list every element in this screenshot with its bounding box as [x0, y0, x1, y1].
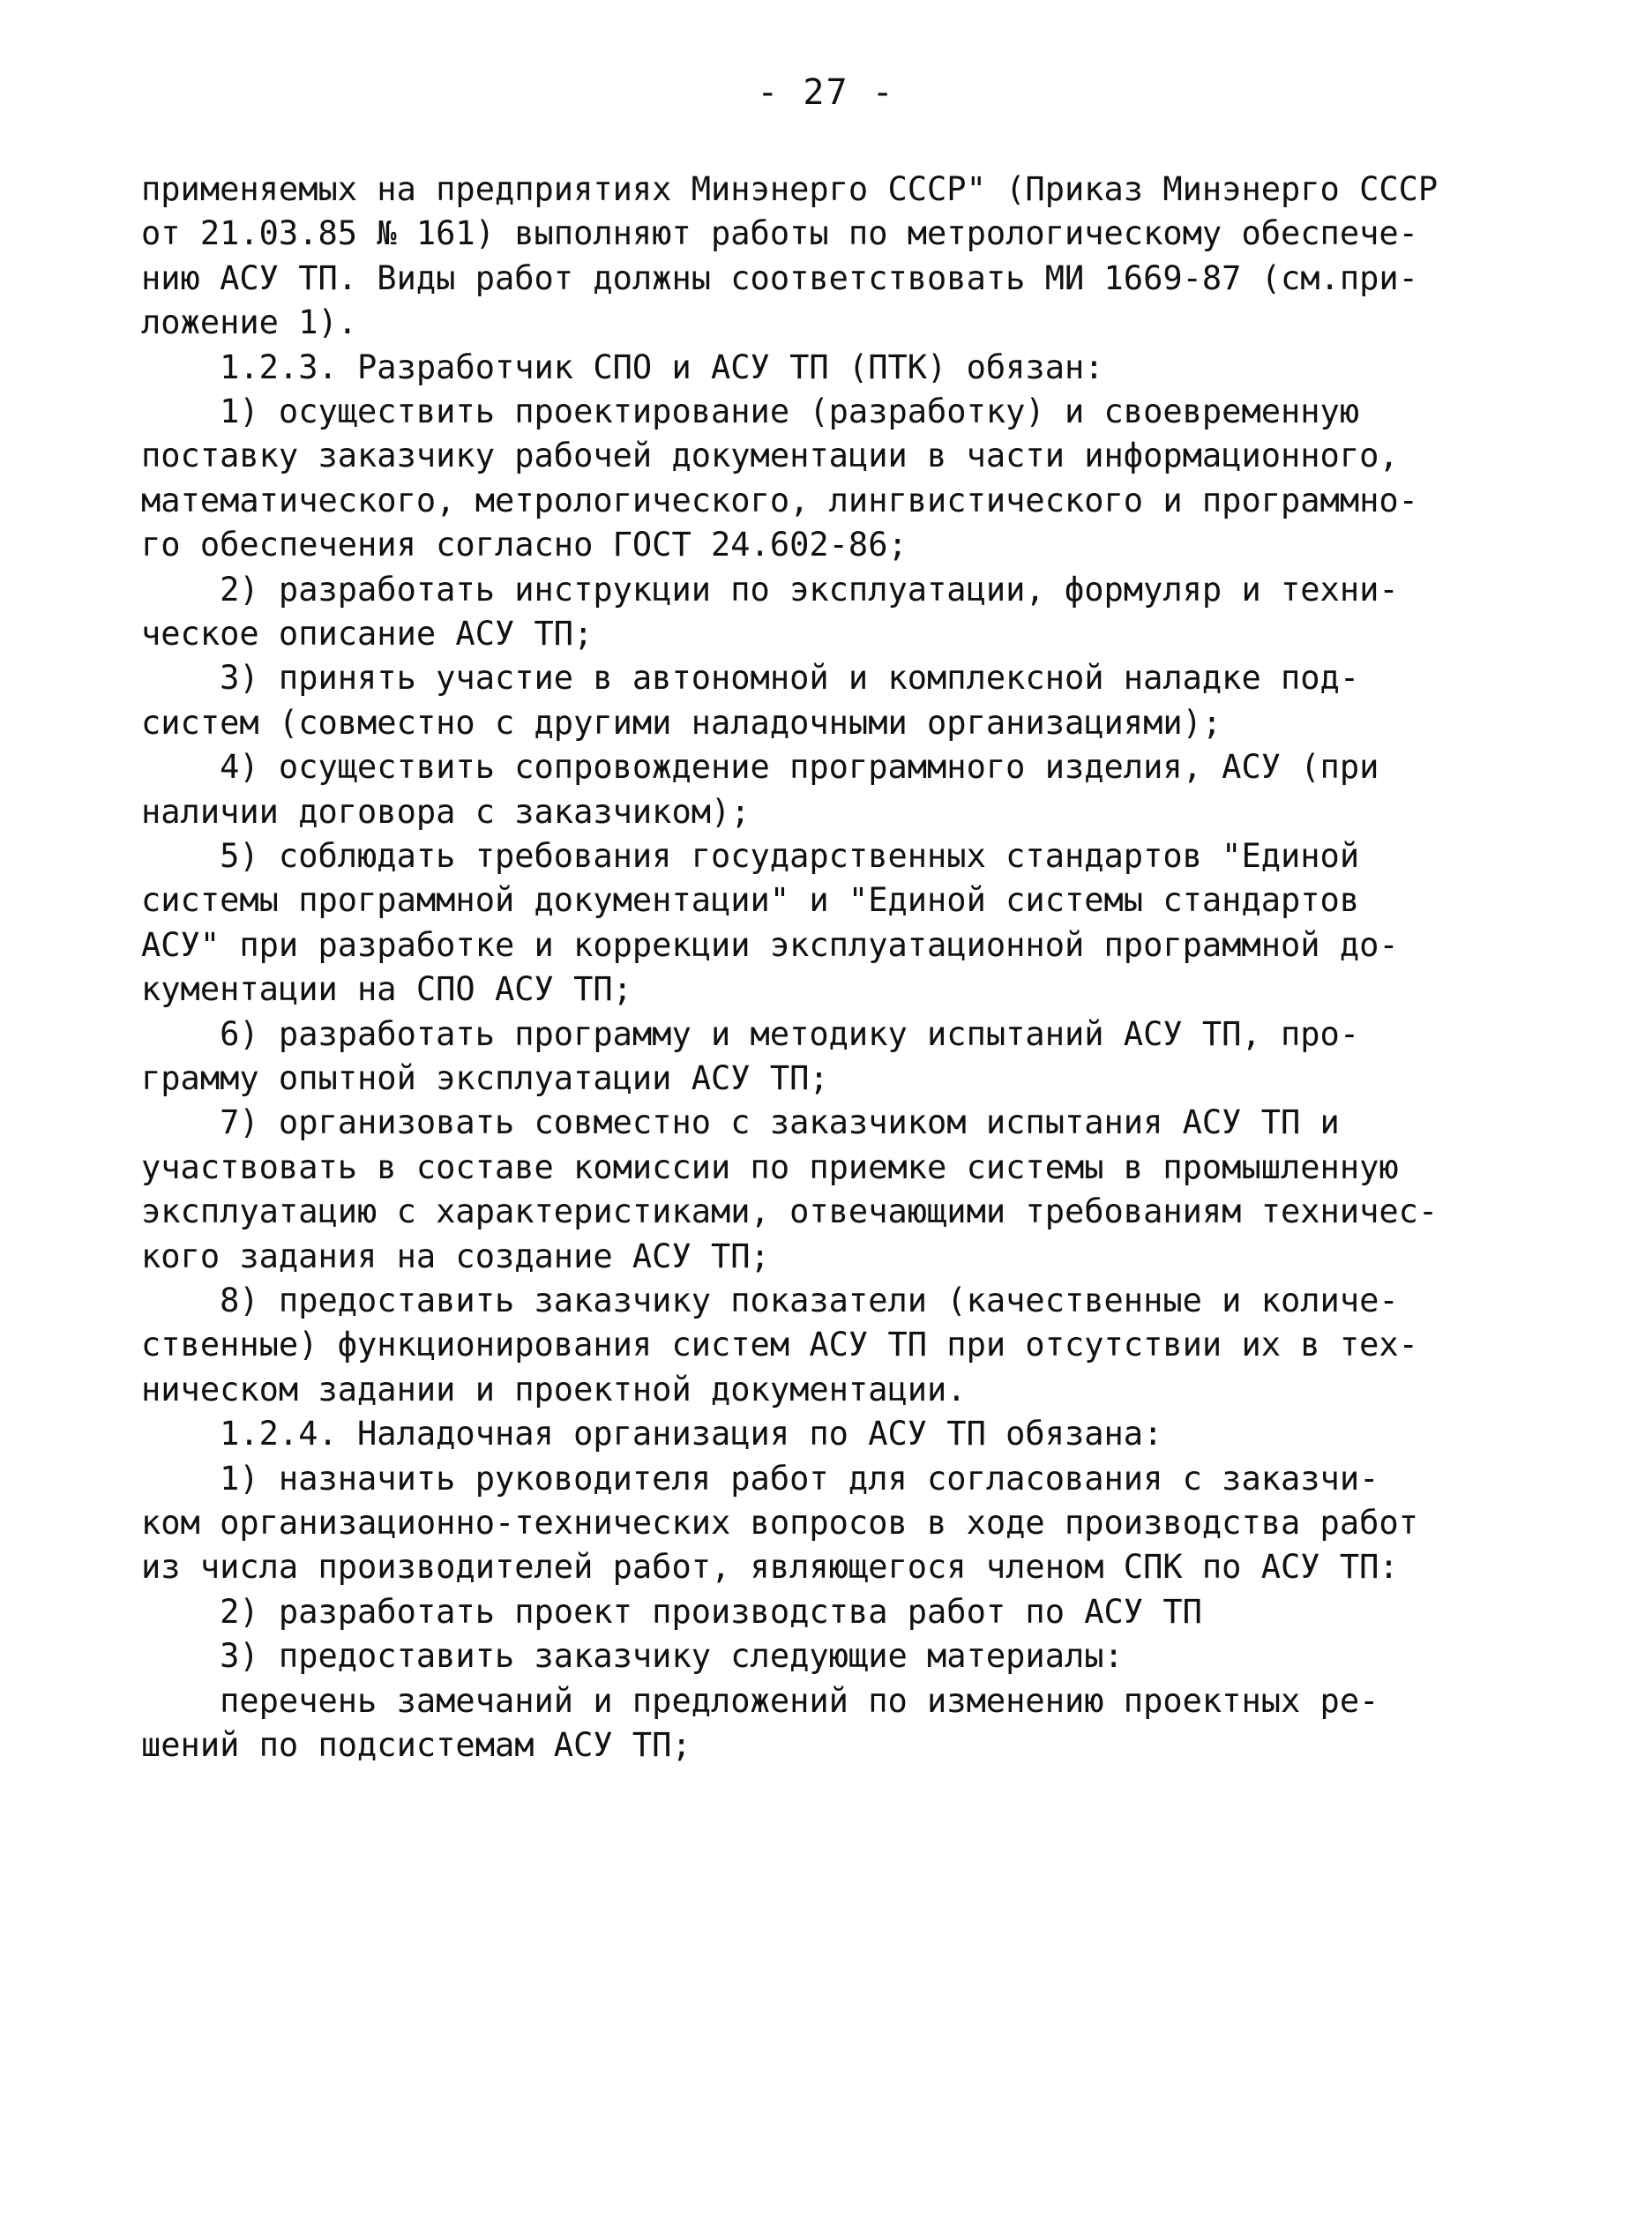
text-line: ническом задании и проектной документации. [141, 1370, 967, 1409]
text-line: из числа производителей работ, являющегося членом СПК по АСУ ТП: [141, 1548, 1399, 1587]
text-line: эксплуатацию с характеристиками, отвечающими требованиям техничес- [141, 1192, 1439, 1231]
text-line: участвовать в составе комиссии по приемке системы в промышленную [141, 1147, 1399, 1186]
text-line: системы программной документации" и "Единой системы стандартов [141, 881, 1360, 920]
text-line: 2) разработать проект производства работ по АСУ ТП [141, 1592, 1202, 1631]
text-line: кого задания на создание АСУ ТП; [141, 1237, 770, 1275]
text-line: систем (совместно с другими наладочными организациями); [141, 703, 1222, 742]
text-line: поставку заказчику рабочей документации в части информационного, [141, 437, 1399, 475]
text-line: математического, метрологического, лингвистического и программно- [141, 481, 1418, 519]
text-line: ложение 1). [141, 303, 358, 342]
text-line: от 21.03.85 № 161) выполняют работы по метрологическому обеспече- [141, 214, 1418, 253]
text-line: 2) разработать инструкции по эксплуатации, формуляр и техни- [141, 570, 1399, 609]
text-line: перечень замечаний и предложений по изменению проектных ре- [141, 1681, 1379, 1720]
text-line: применяемых на предприятиях Минэнерго СССР" (Приказ Минэнерго СССР [141, 170, 1439, 208]
text-line: го обеспечения согласно ГОСТ 24.602-86; [141, 526, 908, 564]
text-line: 1.2.4. Наладочная организация по АСУ ТП обязана: [141, 1415, 1163, 1454]
text-line: 3) предоставить заказчику следующие материалы: [141, 1637, 1124, 1676]
text-line: 8) предоставить заказчику показатели (качественные и количе- [141, 1282, 1399, 1319]
text-line: АСУ" при разработке и коррекции эксплуатационной программной до- [141, 925, 1399, 964]
text-line: 4) осуществить сопровождение программного изделия, АСУ (при [141, 748, 1379, 787]
text-line: ком организационно-технических вопросов в ходе производства работ [141, 1504, 1418, 1542]
text-line: 5) соблюдать требования государственных стандартов "Единой [141, 837, 1360, 875]
page-number: - 27 - [757, 72, 895, 113]
text-line: наличии договора с заказчиком); [141, 792, 751, 831]
text-line: 1.2.3. Разработчик СПО и АСУ ТП (ПТК) обязан: [141, 348, 1104, 386]
text-line: кументации на СПО АСУ ТП; [141, 970, 632, 1009]
text-line: 1) назначить руководителя работ для согласования с заказчи- [141, 1459, 1379, 1498]
text-line: грамму опытной эксплуатации АСУ ТП; [141, 1059, 829, 1097]
text-line: ческое описание АСУ ТП; [141, 615, 594, 653]
text-line: нию АСУ ТП. Виды работ должны соответствовать МИ 1669-87 (см.при- [141, 258, 1418, 297]
text-line: 3) принять участие в автономной и комплексной наладке под- [141, 659, 1360, 698]
text-line: ственные) функционирования систем АСУ ТП при отсутствии их в тех- [141, 1326, 1418, 1364]
text-line: 6) разработать программу и методику испытаний АСУ ТП, про- [141, 1014, 1360, 1053]
text-line: шений по подсистемам АСУ ТП; [141, 1726, 691, 1764]
text-line: 7) организовать совместно с заказчиком испытания АСУ ТП и [141, 1103, 1340, 1142]
text-line: 1) осуществить проектирование (разработку) и своевременную [141, 392, 1360, 430]
